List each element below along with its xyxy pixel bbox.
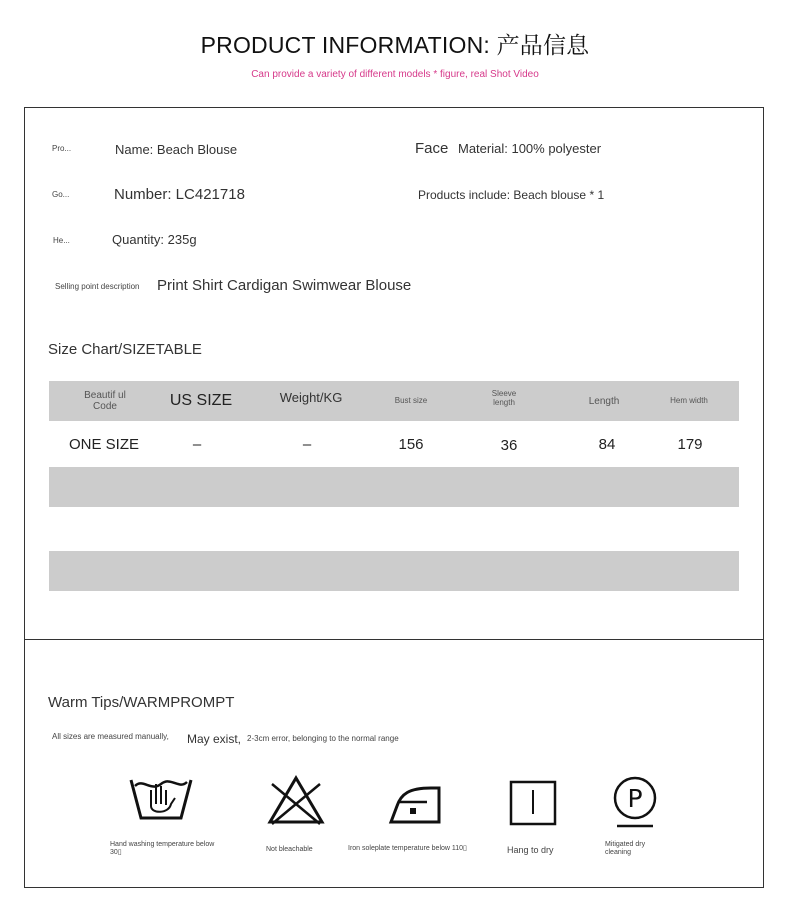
cell-length: 84 — [598, 435, 616, 453]
name-value: Name: Beach Blouse — [115, 142, 238, 157]
material-value: Material: 100% polyester — [458, 141, 602, 156]
face-key: Face — [415, 140, 449, 157]
header-code: Beautif ul Code — [84, 390, 126, 412]
warm-tips-title: Warm Tips/WARMPROMPT — [48, 694, 235, 711]
weight-value: Quantity: 235g — [112, 232, 197, 247]
number-value: Number: LC421718 — [114, 186, 245, 203]
cell-sleeve: 36 — [500, 436, 518, 454]
dry-clean-icon — [611, 774, 659, 830]
measure-note: All sizes are measured manually, — [52, 732, 169, 741]
number-key: Go... — [52, 190, 70, 199]
measure-note-range: 2-3cm error, belonging to the normal range — [247, 734, 399, 743]
includes-value: Products include: Beach blouse * 1 — [418, 188, 605, 202]
not-bleachable-label: Not bleachable — [266, 846, 313, 853]
header-length: Length — [588, 395, 620, 407]
cell-bust: 156 — [398, 435, 424, 453]
size-chart-title: Size Chart/SIZETABLE — [48, 341, 202, 358]
name-key: Pro... — [52, 144, 72, 153]
size-table — [49, 381, 739, 591]
page-title: PRODUCT INFORMATION: 产品信息 — [200, 32, 590, 58]
selling-value: Print Shirt Cardigan Swimwear Blouse — [157, 277, 412, 294]
header-weight: Weight/KG — [279, 389, 343, 405]
not-bleachable-icon — [266, 774, 326, 828]
cell-us-size: – — [192, 435, 202, 453]
weight-key: He... — [53, 236, 70, 245]
iron-icon — [387, 774, 443, 828]
hang-dry-label: Hang to dry — [507, 845, 554, 855]
header-hem: Hem width — [670, 395, 708, 405]
warm-tips-panel — [24, 639, 764, 888]
dry-clean-label: Mitigated dry cleaning — [605, 841, 646, 857]
measure-note-exist: May exist, — [187, 732, 242, 746]
table-row-empty — [49, 467, 739, 507]
dry-clean-letter: P — [627, 784, 643, 813]
product-info-panel — [24, 107, 764, 640]
header-bust: Bust size — [394, 395, 428, 405]
table-row-empty — [49, 507, 739, 551]
header-sleeve: Sleeve length — [491, 389, 517, 407]
hand-wash-label: Hand washing temperature below 30▯ — [110, 841, 215, 857]
hand-wash-icon — [129, 774, 193, 828]
size-table-header — [49, 381, 739, 421]
table-row — [49, 421, 739, 467]
header-us-size: US SIZE — [169, 392, 233, 409]
iron-label: Iron soleplate temperature below 110▯ — [348, 845, 467, 852]
cell-hem: 179 — [677, 435, 703, 453]
cell-code: ONE SIZE — [68, 435, 139, 453]
hang-dry-icon — [509, 780, 557, 826]
selling-key: Selling point description — [55, 282, 140, 291]
page-subtitle: Can provide a variety of different models * figure, real Shot Video — [251, 69, 539, 80]
table-row-empty — [49, 551, 739, 591]
cell-weight: – — [302, 435, 312, 453]
